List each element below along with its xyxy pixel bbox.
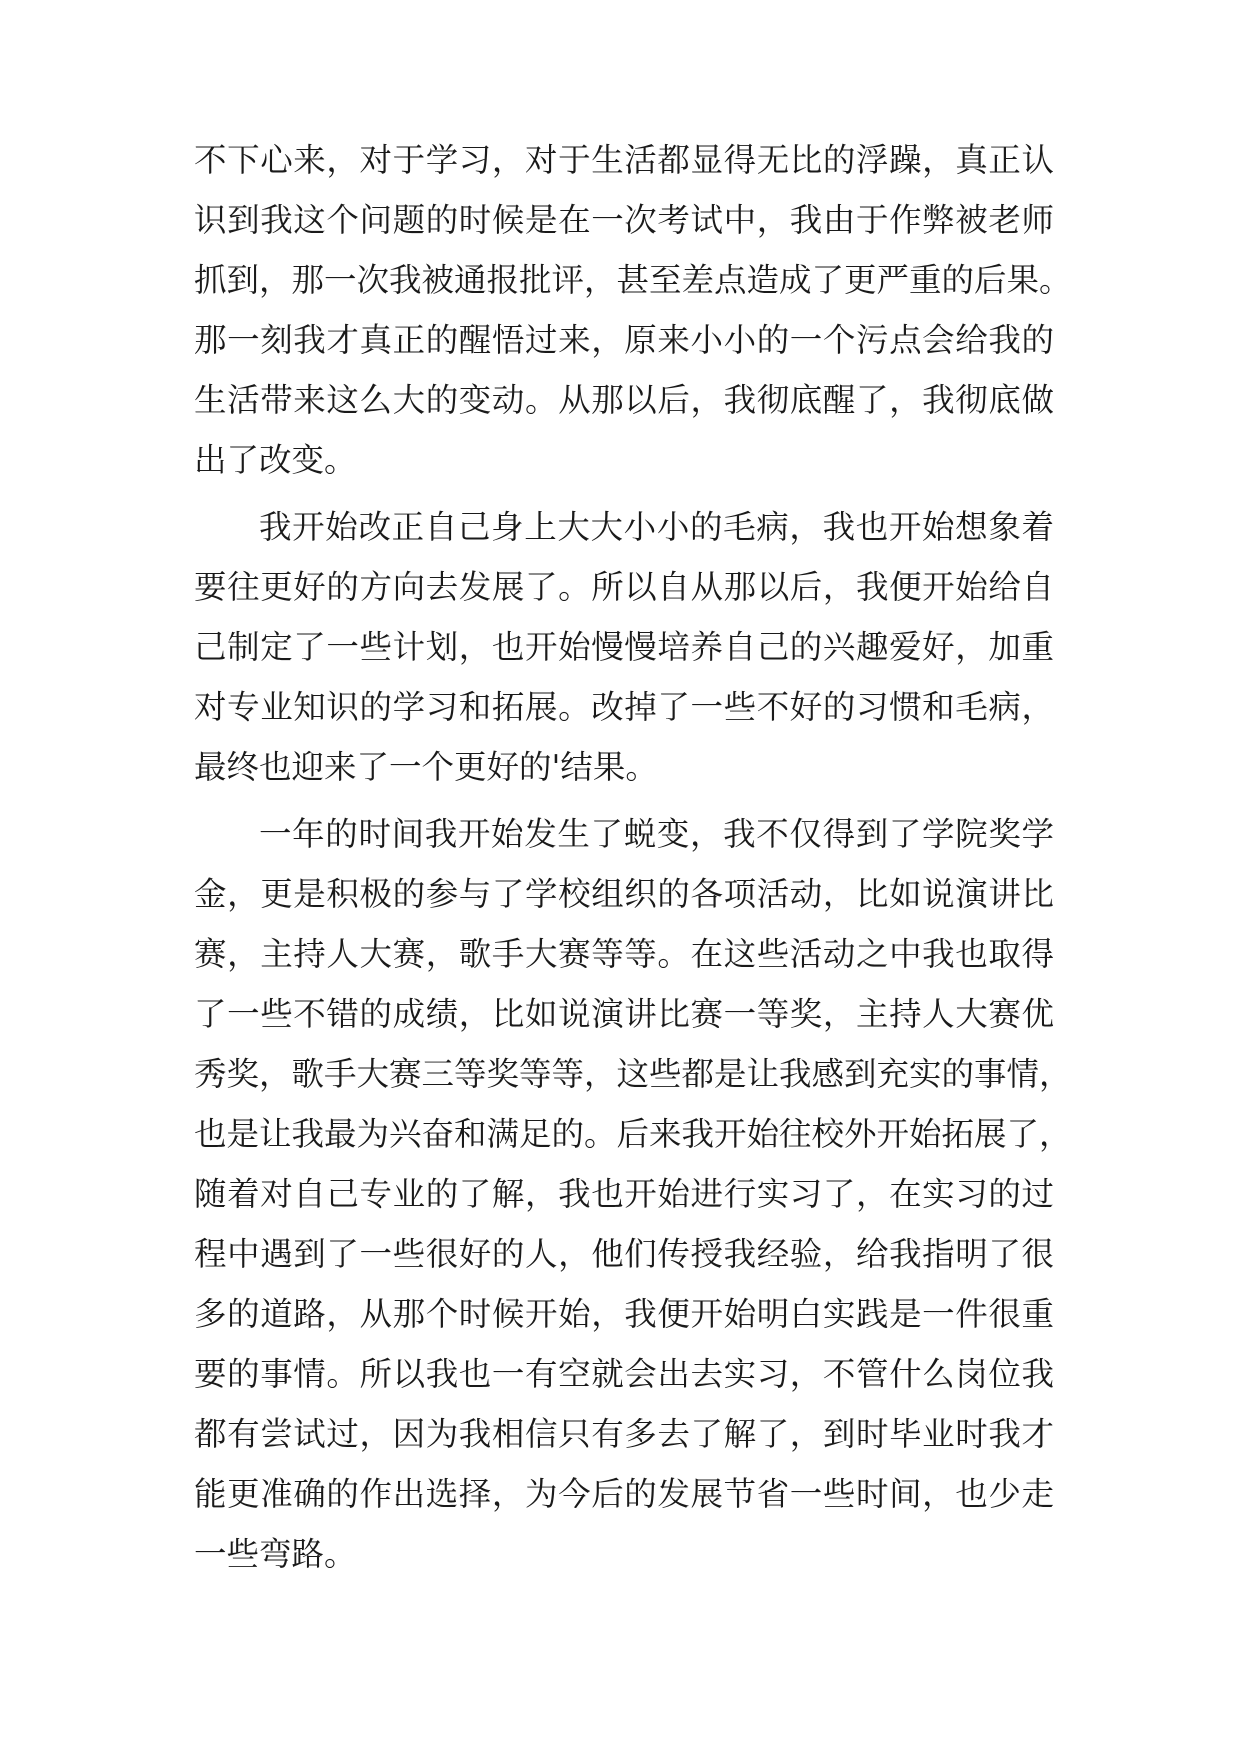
text-line: 我开始改正自己身上大大小小的毛病，我也开始想象着 xyxy=(259,508,1054,546)
text-line: 赛，主持人大赛，歌手大赛等等。在这些活动之中我也取得 xyxy=(194,935,1054,973)
text-line: 了一些不错的成绩，比如说演讲比赛一等奖，主持人大赛优 xyxy=(194,995,1054,1033)
text-line: 能更准确的作出选择，为今后的发展节省一些时间，也少走 xyxy=(194,1475,1054,1513)
text-line: 出了改变。 xyxy=(194,441,357,479)
text-line: 一年的时间我开始发生了蜕变，我不仅得到了学院奖学 xyxy=(259,815,1054,853)
text-line: 随着对自己专业的了解，我也开始进行实习了，在实习的过 xyxy=(194,1175,1054,1213)
text-line: 也是让我最为兴奋和满足的。后来我开始往校外开始拓展了， xyxy=(194,1115,1072,1153)
text-line: 秀奖，歌手大赛三等奖等等，这些都是让我感到充实的事情， xyxy=(194,1055,1072,1093)
text-line: 己制定了一些计划，也开始慢慢培养自己的兴趣爱好，加重 xyxy=(194,628,1054,666)
text-line: 多的道路，从那个时候开始，我便开始明白实践是一件很重 xyxy=(194,1295,1054,1333)
text-line: 要的事情。所以我也一有空就会出去实习，不管什么岗位我 xyxy=(194,1355,1054,1393)
text-line: 对专业知识的学习和拓展。改掉了一些不好的习惯和毛病， xyxy=(194,688,1054,726)
text-line: 抓到，那一次我被通报批评，甚至差点造成了更严重的后果。 xyxy=(194,261,1072,299)
text-line: 都有尝试过，因为我相信只有多去了解了，到时毕业时我才 xyxy=(194,1415,1054,1453)
text-line: 一些弯路。 xyxy=(194,1535,357,1573)
text-line: 要往更好的方向去发展了。所以自从那以后，我便开始给自 xyxy=(194,568,1054,606)
text-line: 那一刻我才真正的醒悟过来，原来小小的一个污点会给我的 xyxy=(194,321,1054,359)
text-line: 识到我这个问题的时候是在一次考试中，我由于作弊被老师 xyxy=(194,201,1054,239)
text-line: 生活带来这么大的变动。从那以后，我彻底醒了，我彻底做 xyxy=(194,381,1054,419)
text-line: 最终也迎来了一个更好的'结果。 xyxy=(194,748,658,786)
text-line: 程中遇到了一些很好的人，他们传授我经验，给我指明了很 xyxy=(194,1235,1054,1273)
text-line: 金，更是积极的参与了学校组织的各项活动，比如说演讲比 xyxy=(194,875,1054,913)
text-line: 不下心来，对于学习，对于生活都显得无比的浮躁，真正认 xyxy=(194,141,1054,179)
